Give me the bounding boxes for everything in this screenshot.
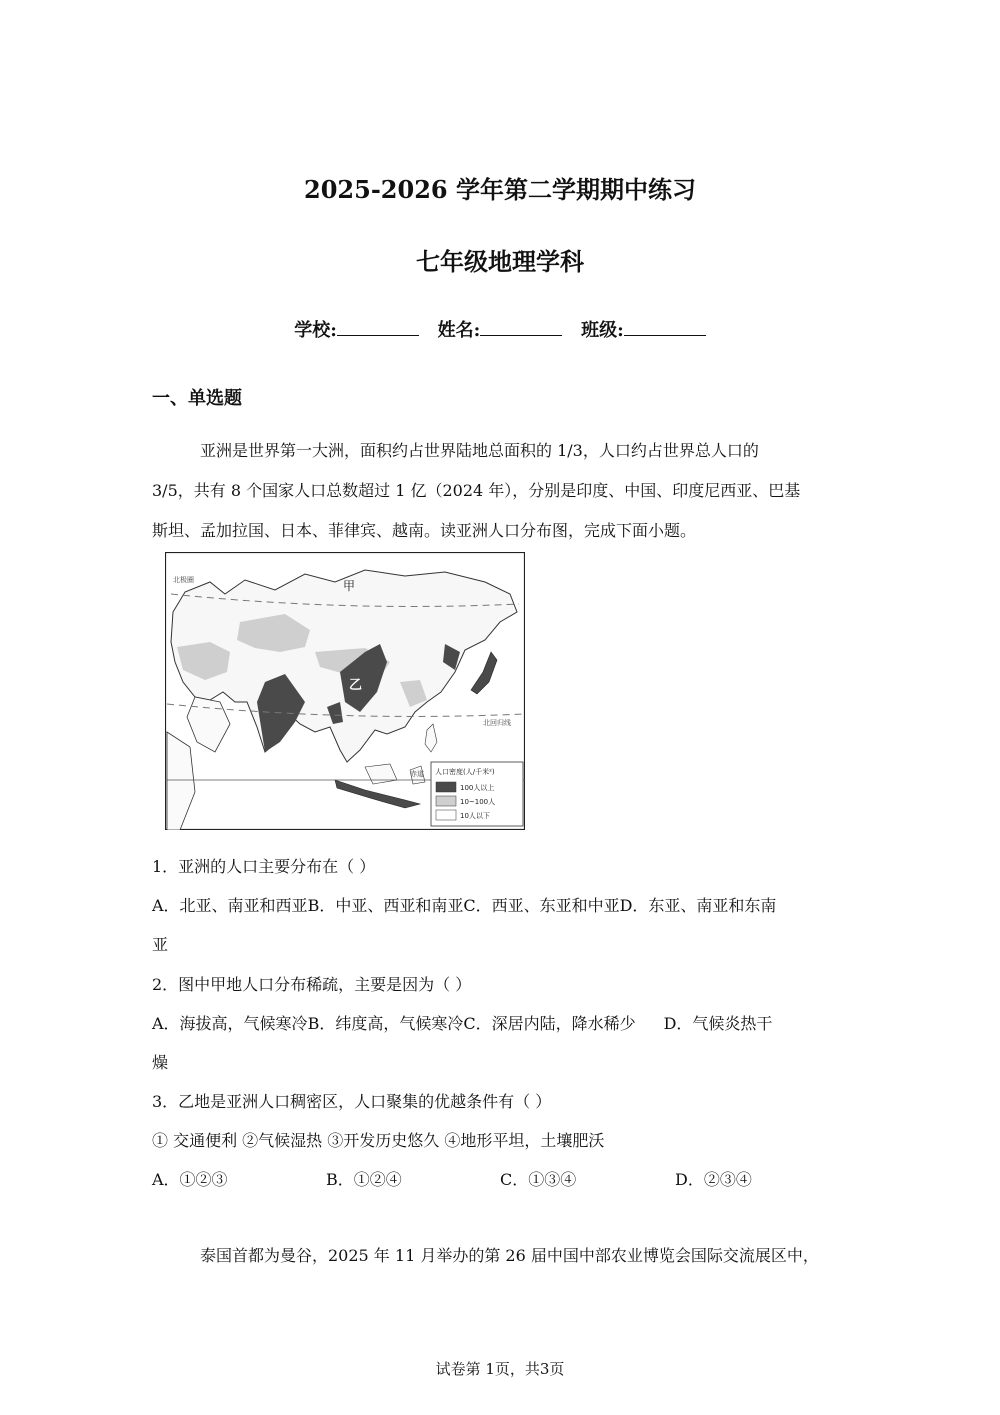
page-footer: 试卷第 1页，共3页: [435, 1360, 565, 1378]
map-legend: [431, 762, 523, 826]
legend-title: 人口密度(人/千米²): [435, 768, 495, 776]
question-2-options: [152, 1011, 772, 1034]
tropic-label: 北回归线: [483, 719, 511, 727]
q2-option-d-overflow: 燥: [152, 1053, 169, 1072]
section-title: 一、单选题: [152, 388, 242, 409]
passage1-line1: 亚洲是世界第一大洲，面积约占世界陆地总面积的 1/3，人口约占世界总人口的: [200, 441, 759, 460]
question-1-stem: 1．亚洲的人口主要分布在（ ）: [152, 857, 376, 876]
school-blank[interactable]: [337, 319, 419, 336]
q2-option-a[interactable]: A．海拔高，气候寒冷: [152, 1014, 308, 1033]
legend-label-mid: 10~100人: [460, 798, 496, 806]
question-2-stem: 2．图中甲地人口分布稀疏，主要是因为（ ）: [152, 975, 472, 994]
legend-label-high: 100人以上: [460, 784, 495, 792]
arctic-circle-label: 北极圈: [173, 576, 194, 584]
asia-population-map: [165, 552, 525, 830]
class-label: 班级:: [581, 320, 624, 341]
q2-option-d[interactable]: D．气候炎热干: [663, 1014, 773, 1033]
q3-option-c[interactable]: C．①③④: [500, 1170, 577, 1189]
q3-option-b[interactable]: B．①②④: [326, 1170, 402, 1189]
student-info: [0, 316, 1000, 342]
q1-option-c[interactable]: C．西亚、东亚和中亚: [463, 896, 620, 915]
label-yi: 乙: [349, 678, 363, 693]
question-3-stem: 3．乙地是亚洲人口稠密区，人口聚集的优越条件有（ ）: [152, 1092, 552, 1111]
q1-option-d-overflow: 亚: [152, 935, 169, 954]
q3-option-d[interactable]: D．②③④: [675, 1170, 752, 1189]
q1-option-a[interactable]: A．北亚、南亚和西亚: [152, 896, 308, 915]
label-jia: 甲: [343, 579, 356, 593]
name-blank[interactable]: [480, 319, 562, 336]
passage2-line1: 泰国首都为曼谷，2025 年 11 月举办的第 26 届中国中部农业博览会国际交流展区中，: [200, 1246, 819, 1265]
legend-swatch-high: [436, 782, 456, 792]
exam-subtitle: 七年级地理学科: [416, 247, 584, 276]
name-label: 姓名:: [437, 320, 481, 341]
q1-option-d[interactable]: D．东亚、南亚和东南: [619, 896, 777, 915]
q2-option-c[interactable]: C．深居内陆，降水稀少: [463, 1014, 636, 1033]
legend-swatch-mid: [436, 796, 456, 806]
school-label: 学校:: [294, 320, 337, 341]
q3-option-a[interactable]: A．①②③: [152, 1170, 228, 1189]
passage1-line2: 3/5，共有 8 个国家人口总数超过 1 亿（2024 年），分别是印度、中国、印度尼西亚、巴基: [152, 481, 801, 500]
legend-label-low: 10人以下: [460, 812, 490, 820]
question-1-options: [152, 893, 776, 916]
legend-swatch-low: [436, 810, 456, 820]
class-blank[interactable]: [624, 319, 706, 336]
q2-option-b[interactable]: B．纬度高，气候寒冷: [307, 1014, 464, 1033]
q1-option-b[interactable]: B．中亚、西亚和南亚: [307, 896, 464, 915]
equator-label: 赤道: [410, 770, 424, 778]
question-3-conditions: ① 交通便利 ②气候湿热 ③开发历史悠久 ④地形平坦，土壤肥沃: [152, 1131, 605, 1150]
exam-title: 2025-2026 学年第二学期期中练习: [304, 175, 696, 204]
passage1-line3: 斯坦、孟加拉国、日本、菲律宾、越南。读亚洲人口分布图，完成下面小题。: [152, 521, 697, 540]
